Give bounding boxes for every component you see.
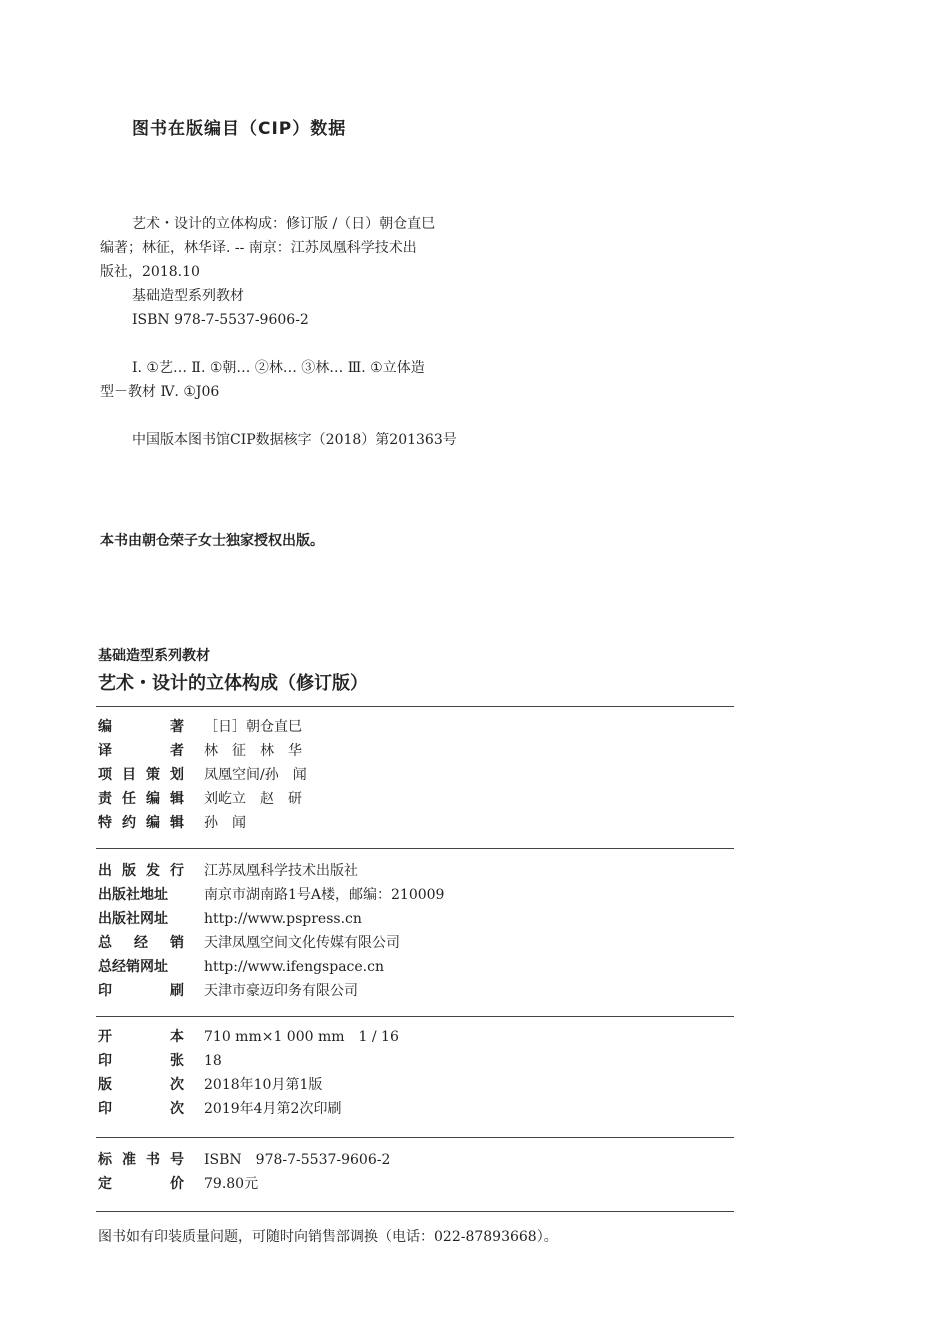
colophon-label: 印 次 xyxy=(98,1101,184,1117)
colophon-row xyxy=(98,1172,390,1196)
colophon-row xyxy=(98,811,307,835)
colophon-value: 2019年4月第2次印刷 xyxy=(204,1101,342,1117)
divider xyxy=(96,1137,734,1138)
colophon-row xyxy=(98,1049,399,1073)
colophon-value: 刘屹立 赵 研 xyxy=(204,791,302,807)
colophon-label: 标 准 书 号 xyxy=(98,1152,184,1168)
colophon-value: ［日］朝仓直巳 xyxy=(204,719,302,735)
colophon-row xyxy=(98,883,444,907)
format-group xyxy=(98,1025,399,1121)
colophon-label: 编 著 xyxy=(98,719,184,735)
colophon-row xyxy=(98,931,444,955)
cip-number: 中国版本图书馆CIP数据核字（2018）第201363号 xyxy=(132,432,457,448)
colophon-label: 出 版 社 地 址 xyxy=(98,887,168,903)
colophon-value: 710 mm×1 000 mm 1 / 16 xyxy=(204,1029,399,1045)
colophon-value: 2018年10月第1版 xyxy=(204,1077,323,1093)
colophon-value: ISBN 978-7-5537-9606-2 xyxy=(204,1152,391,1168)
colophon-row xyxy=(98,1097,399,1121)
colophon-row xyxy=(98,907,444,931)
colophon-row xyxy=(98,955,444,979)
colophon-label: 出 版 发 行 xyxy=(98,863,184,879)
colophon-row xyxy=(98,763,307,787)
divider xyxy=(96,1211,734,1212)
publisher-group xyxy=(98,859,444,1003)
cip-classification-line: Ⅰ. ①艺… Ⅱ. ①朝… ②林… ③林… Ⅲ. ①立体造 xyxy=(132,360,425,376)
colophon-value: 江苏凤凰科学技术出版社 xyxy=(204,863,358,879)
colophon-label: 印 刷 xyxy=(98,983,184,999)
colophon-label: 责 任 编 辑 xyxy=(98,791,184,807)
cip-record xyxy=(100,212,500,452)
colophon-row xyxy=(98,1025,399,1049)
cip-classification-line: 型－教材 Ⅳ. ①J06 xyxy=(100,384,220,400)
colophon-label: 出 版 社 网 址 xyxy=(98,911,168,927)
colophon-label: 特 约 编 辑 xyxy=(98,815,184,831)
colophon-row xyxy=(98,787,307,811)
colophon-value: http://www.pspress.cn xyxy=(204,911,362,927)
colophon-value: 天津凤凰空间文化传媒有限公司 xyxy=(204,935,400,951)
colophon-label: 印 张 xyxy=(98,1053,184,1069)
colophon-row xyxy=(98,715,307,739)
colophon-label: 版 次 xyxy=(98,1077,184,1093)
footer-note: 图书如有印装质量问题，可随时向销售部调换（电话：022-87893668）。 xyxy=(98,1229,558,1245)
colophon-value: http://www.ifengspace.cn xyxy=(204,959,384,975)
colophon-value: 18 xyxy=(204,1053,222,1069)
cip-line: 基础造型系列教材 xyxy=(132,288,244,304)
license-note: 本书由朝仓荣子女士独家授权出版。 xyxy=(100,533,324,549)
colophon-row xyxy=(98,1073,399,1097)
colophon-row xyxy=(98,1148,390,1172)
isbn-price-group xyxy=(98,1148,390,1196)
divider xyxy=(96,848,734,849)
colophon-label: 译 者 xyxy=(98,743,184,759)
colophon-row xyxy=(98,739,307,763)
colophon-value: 凤凰空间/孙 闻 xyxy=(204,767,307,783)
colophon-value: 林 征 林 华 xyxy=(204,743,302,759)
book-title: 艺术・设计的立体构成（修订版） xyxy=(98,673,368,694)
colophon-label: 开 本 xyxy=(98,1029,184,1045)
cip-line: 编著；林征，林华译. -- 南京：江苏凤凰科学技术出 xyxy=(100,240,417,256)
divider xyxy=(96,1016,734,1017)
credits-group xyxy=(98,715,307,835)
colophon-label: 定 价 xyxy=(98,1176,184,1192)
colophon-value: 南京市湖南路1号A楼，邮编：210009 xyxy=(204,887,445,903)
colophon-value: 79.80元 xyxy=(204,1176,259,1192)
cip-line: ISBN 978-7-5537-9606-2 xyxy=(132,312,309,328)
cip-line: 版社，2018.10 xyxy=(100,264,200,280)
colophon-row xyxy=(98,859,444,883)
cip-title: 图书在版编目（CIP）数据 xyxy=(132,119,347,139)
colophon-label: 项 目 策 划 xyxy=(98,767,184,783)
colophon-value: 天津市豪迈印务有限公司 xyxy=(204,983,358,999)
colophon-label: 总 经 销 网 址 xyxy=(98,959,168,975)
series-name: 基础造型系列教材 xyxy=(98,648,210,664)
colophon-label: 总 经 销 xyxy=(98,935,184,951)
colophon-row xyxy=(98,979,444,1003)
cip-line: 艺术・设计的立体构成：修订版 /（日）朝仓直巳 xyxy=(132,216,436,232)
colophon-value: 孙 闻 xyxy=(204,815,246,831)
divider xyxy=(96,706,734,707)
